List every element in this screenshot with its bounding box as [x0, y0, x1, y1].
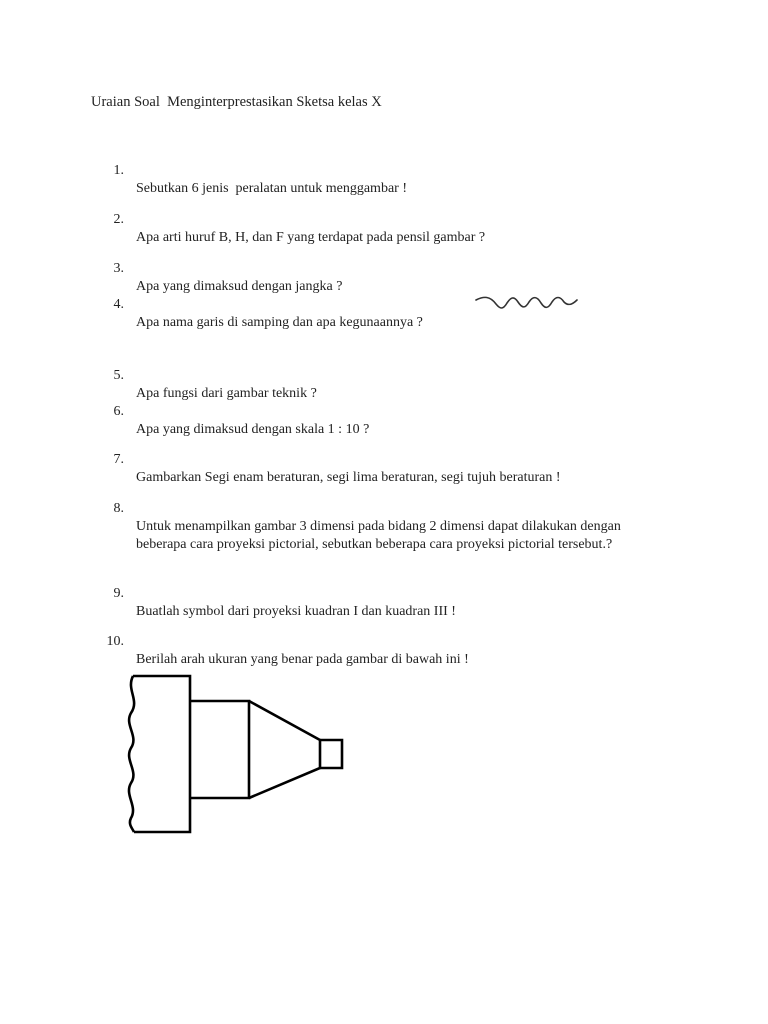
question-text: Apa yang dimaksud dengan skala 1 : 10 ? [136, 422, 370, 437]
small-end-outline [320, 740, 342, 768]
question-number: 5. [113, 368, 124, 383]
question-text: Buatlah symbol dari proyeksi kuadran I dan kuadran III ! [136, 604, 456, 619]
middle-section-outline [190, 701, 249, 798]
stepped-shaft-drawing [129, 676, 342, 832]
question-number: 4. [113, 297, 124, 312]
question-text: Untuk menampilkan gambar 3 dimensi pada bidang 2 dimensi dapat dilakukan dengan [136, 519, 621, 534]
wavy-line-sketch [476, 297, 577, 308]
question-number: 7. [113, 452, 124, 467]
question-text: Sebutkan 6 jenis peralatan untuk menggambar ! [136, 181, 407, 196]
question-text: Berilah arah ukuran yang benar pada gambar di bawah ini ! [136, 652, 469, 667]
taper-section-outline [249, 701, 320, 798]
large-section-outline [133, 676, 190, 832]
question-number: 10. [106, 634, 124, 649]
break-line [129, 676, 134, 832]
question-text: Gambarkan Segi enam beraturan, segi lima beraturan, segi tujuh beraturan ! [136, 470, 561, 485]
question-number: 1. [113, 163, 124, 178]
question-number: 3. [113, 261, 124, 276]
question-text: Apa fungsi dari gambar teknik ? [136, 386, 317, 401]
document-title: Uraian Soal Menginterprestasikan Sketsa kelas X [91, 94, 382, 110]
question-text: Apa yang dimaksud dengan jangka ? [136, 279, 343, 294]
question-text: Apa arti huruf B, H, dan F yang terdapat pada pensil gambar ? [136, 230, 486, 245]
question-text-line2: beberapa cara proyeksi pictorial, sebutkan beberapa cara proyeksi pictorial tersebut.? [136, 537, 613, 552]
question-number: 9. [113, 586, 124, 601]
question-number: 8. [113, 501, 124, 516]
question-number: 2. [113, 212, 124, 227]
question-text: Apa nama garis di samping dan apa kegunaannya ? [136, 315, 423, 330]
question-number: 6. [113, 404, 124, 419]
